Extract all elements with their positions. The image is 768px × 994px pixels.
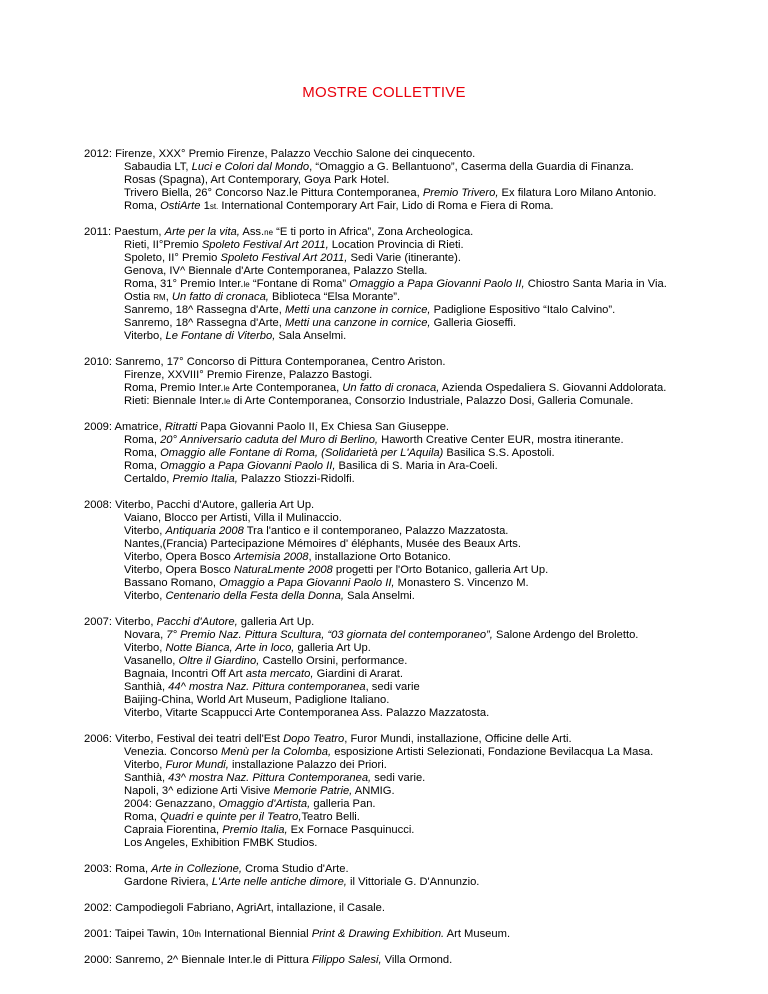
exhibition-entry: [84, 746, 764, 759]
entry-text: Nantes,(Francia) Partecipazione Mémoires d' éléphants, Musée des Beaux Arts.: [124, 538, 521, 550]
entry-text: Bagnaia, Incontri Off Art: [124, 668, 246, 680]
entry-text: Viterbo, Opera Bosco: [124, 564, 234, 576]
exhibition-title-italic: 43^ mostra Naz. Pittura Contemporanea,: [168, 772, 372, 784]
entry-text: Salone Ardengo del Broletto.: [492, 629, 639, 641]
entry-text: Rosas (Spagna), Art Contemporary, Goya Park Hotel.: [124, 174, 390, 186]
exhibition-entry: [84, 291, 764, 304]
entry-text: Art Museum.: [444, 928, 511, 940]
exhibition-title-italic: Centenario della Festa della Donna,: [165, 590, 344, 602]
exhibition-entry: [84, 395, 764, 408]
exhibition-entry: [84, 798, 764, 811]
year-entry-first: [84, 863, 764, 876]
exhibition-title-italic: Premio Trivero,: [422, 187, 499, 199]
exhibition-entry: [84, 564, 764, 577]
entry-text: Galleria Gioseffi.: [430, 317, 517, 329]
entry-text: Firenze, XXVIII° Premio Firenze, Palazzo Bastogi.: [124, 369, 373, 381]
entry-text: Papa Giovanni Paolo II, Ex Chiesa San Giuseppe.: [197, 421, 450, 433]
exhibition-title-italic: NaturaLmente 2008: [233, 564, 333, 576]
exhibition-title-italic: Spoleto Festival Art 2011,: [220, 252, 348, 264]
year-block-2010: [84, 356, 764, 408]
exhibition-entry: [84, 174, 764, 187]
entry-text: 2009: Amatrice,: [84, 421, 165, 433]
entry-text: Trivero Biella, 26° Concorso Naz.le Pittura Contemporanea,: [124, 187, 423, 199]
exhibition-title-italic: Luci e Colori dal Mondo: [191, 161, 310, 173]
exhibition-title-italic: Print & Drawing Exhibition.: [311, 928, 445, 940]
exhibition-entry: [84, 694, 764, 707]
entry-text: Venezia. Concorso: [124, 746, 222, 758]
entry-text: 2007: Viterbo,: [84, 616, 157, 628]
entry-text: 2000: Sanremo, 2^ Biennale Inter.le di Pittura: [84, 954, 312, 966]
entry-text: Viterbo, Vitarte Scappucci Arte Contemporanea Ass. Palazzo Mazzatosta.: [124, 707, 490, 719]
exhibition-title-italic: Quadri e quinte per il Teatro,: [160, 811, 302, 823]
entry-text: 2010: Sanremo, 17° Concorso di Pittura Contemporanea, Centro Ariston.: [84, 356, 446, 368]
exhibition-entry: [84, 876, 764, 889]
entry-text: Novara,: [124, 629, 167, 641]
exhibition-entry: [84, 551, 764, 564]
exhibition-title-italic: Spoleto Festival Art 2011,: [201, 239, 329, 251]
exhibition-entry: [84, 642, 764, 655]
entry-text: Villa Ormond.: [381, 954, 453, 966]
exhibition-list: [84, 148, 764, 980]
exhibition-entry: [84, 278, 764, 291]
exhibition-entry: [84, 707, 764, 720]
year-block-2008: [84, 499, 764, 603]
entry-text: 2006: Viterbo, Festival dei teatri dell'Est: [84, 733, 284, 745]
entry-text: Viterbo,: [124, 590, 166, 602]
entry-text: Los Angeles, Exhibition FMBK Studios.: [124, 837, 318, 849]
exhibition-entry: [84, 824, 764, 837]
entry-text: Basilica S.S. Apostoli.: [443, 447, 555, 459]
entry-text: , sedi varie: [365, 681, 420, 693]
entry-text: Tra l'antico e il contemporaneo, Palazzo Mazzatosta.: [243, 525, 509, 537]
entry-text: galleria Art Up.: [294, 642, 371, 654]
entry-text: Monastero S. Vincenzo M.: [394, 577, 529, 589]
entry-text: Roma,: [124, 811, 161, 823]
exhibition-entry: [84, 252, 764, 265]
small-abbrev: st.: [209, 202, 219, 211]
entry-text: 2004: Genazzano,: [124, 798, 219, 810]
entry-text: Viterbo,: [124, 759, 166, 771]
entry-text: Padiglione Espositivo “Italo Calvino”.: [430, 304, 616, 316]
entry-text: Spoleto, II° Premio: [124, 252, 221, 264]
entry-text: Ex filatura Loro Milano Antonio.: [498, 187, 657, 199]
entry-text: Santhià,: [124, 772, 169, 784]
year-entry-first: [84, 148, 764, 161]
exhibition-title-italic: Pacchi d'Autore,: [156, 616, 238, 628]
entry-text: Rieti, II°Premio: [124, 239, 202, 251]
exhibition-entry: [84, 772, 764, 785]
entry-text: Ex Fornace Pasquinucci.: [287, 824, 415, 836]
entry-text: International Biennial: [200, 928, 312, 940]
entry-text: galleria Art Up.: [237, 616, 315, 628]
exhibition-title-italic: Metti una canzone in cornice,: [285, 317, 431, 329]
entry-text: esposizione Artisti Selezionati, Fondazione Bevilacqua La Masa.: [331, 746, 654, 758]
year-block-2009: [84, 421, 764, 486]
entry-text: Gardone Riviera,: [124, 876, 212, 888]
entry-text: Baijing-China, World Art Museum, Padiglione Italiano.: [124, 694, 390, 706]
small-abbrev: le: [243, 280, 250, 289]
entry-text: Croma Studio d'Arte.: [241, 863, 349, 875]
exhibition-entry: [84, 759, 764, 772]
entry-text: Genova, IV^ Biennale d'Arte Contemporanea, Palazzo Stella.: [124, 265, 428, 277]
entry-text: Basilica di S. Maria in Ara-Coeli.: [335, 460, 498, 472]
exhibition-title-italic: Filippo Salesi,: [311, 954, 382, 966]
exhibition-entry: [84, 629, 764, 642]
exhibition-title-italic: OstiArte: [160, 200, 201, 212]
entry-text: “E ti porto in Africa”, Zona Archeologica.: [273, 226, 474, 238]
exhibition-title-italic: Arte per la vita,: [164, 226, 240, 238]
entry-text: Sedi Varie (itinerante).: [347, 252, 461, 264]
exhibition-title-italic: Omaggio d'Artista,: [218, 798, 311, 810]
entry-text: Sala Anselmi.: [343, 590, 415, 602]
entry-text: Viterbo,: [124, 642, 166, 654]
small-abbrev: le: [224, 397, 231, 406]
exhibition-entry: [84, 239, 764, 252]
entry-text: Sabaudia LT,: [124, 161, 192, 173]
exhibition-title-italic: L'Arte nelle antiche dimore,: [211, 876, 347, 888]
exhibition-title-italic: Furor Mundi,: [165, 759, 229, 771]
entry-text: Santhià,: [124, 681, 169, 693]
entry-text: Roma, 31° Premio Inter.: [124, 278, 244, 290]
exhibition-title-italic: Un fatto di cronaca,: [171, 291, 269, 303]
exhibition-entry: [84, 330, 764, 343]
year-block-2002: [84, 902, 764, 915]
page-title: MOSTRE COLLETTIVE: [302, 84, 466, 101]
entry-text: Vasanello,: [124, 655, 179, 667]
entry-text: , installazione Orto Botanico.: [308, 551, 451, 563]
small-abbrev: le: [223, 384, 230, 393]
entry-text: Sanremo, 18^ Rassegna d'Arte,: [124, 304, 285, 316]
year-block-2001: [84, 928, 764, 941]
exhibition-entry: [84, 200, 764, 213]
entry-text: Roma, Premio Inter.: [124, 382, 224, 394]
exhibition-entry: [84, 538, 764, 551]
entry-text: Rieti: Biennale Inter.: [124, 395, 225, 407]
exhibition-entry: [84, 681, 764, 694]
exhibition-entry: [84, 369, 764, 382]
exhibition-entry: [84, 447, 764, 460]
entry-text: Sanremo, 18^ Rassegna d'Arte,: [124, 317, 285, 329]
entry-text: Biblioteca “Elsa Morante”.: [268, 291, 401, 303]
entry-text: Ass.: [239, 226, 265, 238]
exhibition-title-italic: Dopo Teatro: [283, 733, 345, 745]
exhibition-entry: [84, 525, 764, 538]
entry-text: Giardini di Ararat.: [313, 668, 404, 680]
exhibition-entry: [84, 434, 764, 447]
year-block-2006: [84, 733, 764, 850]
year-entry-first: [84, 902, 764, 915]
exhibition-entry: [84, 811, 764, 824]
exhibition-title-italic: 44^ mostra Naz. Pittura contemporanea: [168, 681, 366, 693]
exhibition-entry: [84, 304, 764, 317]
year-entry-first: [84, 421, 764, 434]
year-block-2012: [84, 148, 764, 213]
exhibition-title-italic: Omaggio a Papa Giovanni Paolo II,: [349, 278, 525, 290]
entry-text: Roma,: [124, 460, 161, 472]
exhibition-entry: [84, 512, 764, 525]
exhibition-title-italic: Memorie Patrie,: [273, 785, 353, 797]
entry-text: 2003: Roma,: [84, 863, 152, 875]
year-entry-first: [84, 226, 764, 239]
year-block-2007: [84, 616, 764, 720]
entry-text: il Vittoriale G. D'Annunzio.: [346, 876, 480, 888]
entry-text: Arte Contemporanea,: [229, 382, 343, 394]
entry-text: 2011: Paestum,: [84, 226, 165, 238]
exhibition-entry: [84, 785, 764, 798]
exhibition-title-italic: Metti una canzone in cornice,: [285, 304, 431, 316]
exhibition-title-italic: Omaggio a Papa Giovanni Paolo II,: [219, 577, 395, 589]
entry-text: di Arte Contemporanea, Consorzio Industriale, Palazzo Dosi, Galleria Comunale.: [230, 395, 634, 407]
exhibition-title-italic: Notte Bianca, Arte in loco,: [165, 642, 295, 654]
exhibition-entry: [84, 161, 764, 174]
entry-text: 2001: Taipei Tawin, 10: [84, 928, 195, 940]
year-entry-first: [84, 356, 764, 369]
exhibition-title-italic: 20° Anniversario caduta del Muro di Berlino,: [160, 434, 379, 446]
entry-text: sedi varie.: [371, 772, 426, 784]
entry-text: Palazzo Stiozzi-Ridolfi.: [237, 473, 355, 485]
entry-text: Bassano Romano,: [124, 577, 220, 589]
exhibition-entry: [84, 460, 764, 473]
year-entry-first: [84, 616, 764, 629]
year-block-2000: [84, 954, 764, 967]
entry-text: progetti per l'Orto Botanico, galleria Art Up.: [332, 564, 549, 576]
exhibition-title-italic: Artemisia 2008: [233, 551, 309, 563]
year-block-2003: [84, 863, 764, 889]
entry-text: galleria Pan.: [310, 798, 376, 810]
exhibition-entry: [84, 837, 764, 850]
exhibition-title-italic: Premio Italia,: [172, 473, 238, 485]
exhibition-entry: [84, 577, 764, 590]
exhibition-entry: [84, 473, 764, 486]
exhibition-title-italic: Menù per la Colomba,: [221, 746, 332, 758]
entry-text: Teatro Belli.: [301, 811, 360, 823]
entry-text: , Furor Mundi, installazione, Officine delle Arti.: [344, 733, 572, 745]
year-entry-first: [84, 954, 764, 967]
entry-text: Roma,: [124, 200, 161, 212]
entry-text: Certaldo,: [124, 473, 173, 485]
exhibition-title-italic: Un fatto di cronaca,: [342, 382, 440, 394]
entry-text: 2012: Firenze, XXX° Premio Firenze, Palazzo Vecchio Salone dei cinquecento.: [84, 148, 476, 160]
entry-text: Castello Orsini, performance.: [259, 655, 408, 667]
entry-text: Ostia: [124, 291, 154, 303]
entry-text: Napoli, 3^ edizione Arti Visive: [124, 785, 274, 797]
exhibition-entry: [84, 317, 764, 330]
exhibition-entry: [84, 655, 764, 668]
exhibition-title-italic: 7° Premio Naz. Pittura Scultura, “03 giornata del contemporaneo”,: [166, 629, 493, 641]
year-block-2011: [84, 226, 764, 343]
exhibition-entry: [84, 265, 764, 278]
exhibition-entry: [84, 668, 764, 681]
entry-text: Viterbo,: [124, 330, 166, 342]
entry-text: Haworth Creative Center EUR, mostra itinerante.: [378, 434, 624, 446]
entry-text: Roma,: [124, 434, 161, 446]
exhibition-entry: [84, 382, 764, 395]
exhibition-title-italic: Omaggio alle Fontane di Roma, (Solidarietà per L'Aquila): [160, 447, 444, 459]
entry-text: Chiostro Santa Maria in Via.: [524, 278, 667, 290]
entry-text: Location Provincia di Rieti.: [328, 239, 464, 251]
entry-text: 2002: Campodiegoli Fabriano, AgriArt, intallazione, il Casale.: [84, 902, 385, 914]
year-entry-first: [84, 928, 764, 941]
entry-text: Sala Anselmi.: [275, 330, 347, 342]
exhibition-title-italic: Arte in Collezione,: [151, 863, 242, 875]
entry-text: Roma,: [124, 447, 161, 459]
entry-text: Viterbo,: [124, 525, 166, 537]
small-abbrev: th: [194, 930, 201, 939]
entry-text: installazione Palazzo dei Priori.: [228, 759, 387, 771]
entry-text: ANMIG.: [352, 785, 395, 797]
exhibition-title-italic: Le Fontane di Viterbo,: [165, 330, 276, 342]
year-entry-first: [84, 499, 764, 512]
exhibition-title-italic: asta mercato,: [245, 668, 314, 680]
entry-text: Vaiano, Blocco per Artisti, Villa il Mulinaccio.: [124, 512, 342, 524]
entry-text: Viterbo, Opera Bosco: [124, 551, 234, 563]
year-entry-first: [84, 733, 764, 746]
small-abbrev: RM: [153, 293, 166, 302]
entry-text: 1: [200, 200, 210, 212]
entry-text: 2008: Viterbo, Pacchi d'Autore, galleria Art Up.: [84, 499, 315, 511]
exhibition-title-italic: Omaggio a Papa Giovanni Paolo II,: [160, 460, 336, 472]
exhibition-title-italic: Ritratti: [164, 421, 198, 433]
exhibition-title-italic: Oltre il Giardino,: [178, 655, 260, 667]
exhibition-entry: [84, 187, 764, 200]
entry-text: “Fontane di Roma”: [249, 278, 350, 290]
exhibition-entry: [84, 590, 764, 603]
exhibition-title-italic: Antiquaria 2008: [165, 525, 244, 537]
entry-text: ,: [165, 291, 172, 303]
entry-text: International Contemporary Art Fair, Lido di Roma e Fiera di Roma.: [218, 200, 554, 212]
exhibition-title-italic: Premio Italia,: [222, 824, 288, 836]
entry-text: Azienda Ospedaliera S. Giovanni Addolorata.: [439, 382, 667, 394]
entry-text: Capraia Fiorentina,: [124, 824, 223, 836]
entry-text: , “Omaggio a G. Bellantuono”, Caserma della Guardia di Finanza.: [309, 161, 634, 173]
small-abbrev: ne: [264, 228, 274, 237]
